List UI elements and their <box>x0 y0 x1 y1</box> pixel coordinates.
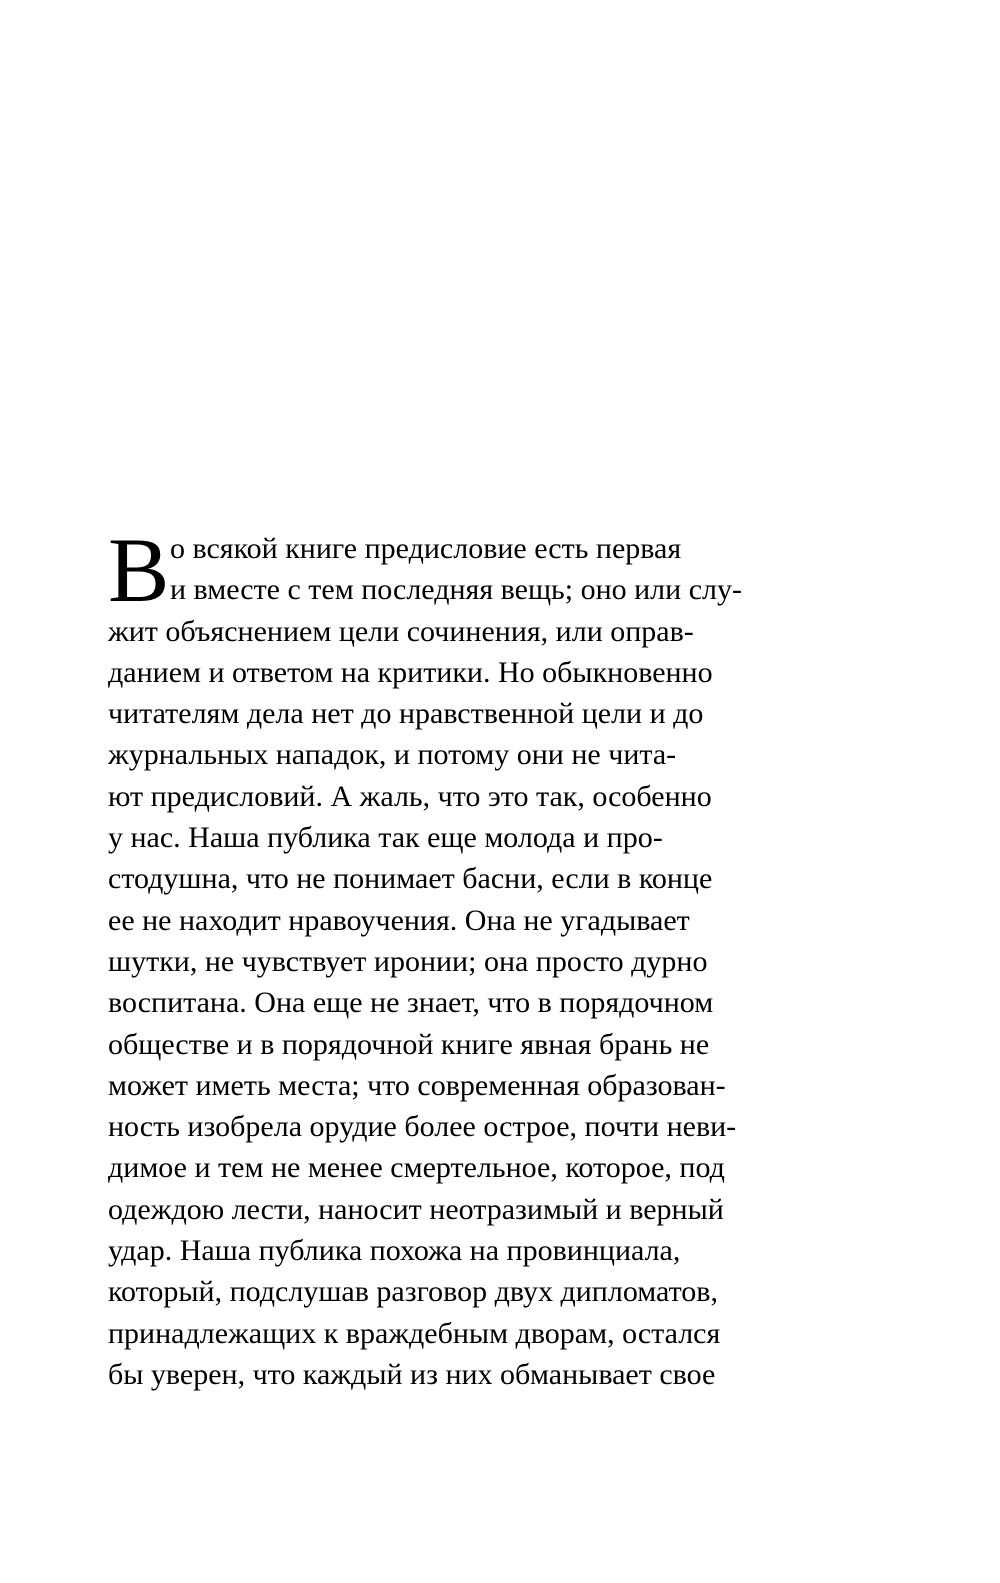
text-line: стодушна, что не понимает басни, если в конце <box>108 862 713 896</box>
text-line: ее не находит нравоучения. Она не угадывает <box>108 903 690 937</box>
text-line: жит объяснением цели сочинения, или оправ- <box>108 614 694 648</box>
text-line: данием и ответом на критики. Но обыкновенно <box>108 655 713 689</box>
text-line: одеждою лести, наносит неотразимый и верный <box>108 1192 724 1226</box>
text-line: читателям дела нет до нравственной цели и до <box>108 697 704 731</box>
text-line: удар. Наша публика похожа на провинциала, <box>108 1234 681 1268</box>
text-line: ность изобрела орудие более острое, почти неви- <box>108 1110 737 1144</box>
text-line: димое и тем не менее смертельное, которое, под <box>108 1151 725 1185</box>
text-line: журнальных нападок, и потому они не чита- <box>108 738 677 772</box>
text-line: может иметь места; что современная образован- <box>108 1068 726 1102</box>
text-line: шутки, не чувствует иронии; она просто дурно <box>108 944 708 978</box>
text-line: о всякой книге предисловие есть первая <box>170 532 682 565</box>
text-line: который, подслушав разговор двух дипломатов, <box>108 1275 718 1309</box>
text-line: воспитана. Она еще не знает, что в порядочном <box>108 986 714 1020</box>
text-line: принадлежащих к враждебным дворам, остался <box>108 1316 721 1350</box>
drop-cap: В <box>108 519 170 621</box>
text-line: обществе и в порядочной книге явная брань не <box>108 1027 710 1061</box>
text-line: ют предисловий. А жаль, что это так, особенно <box>108 779 712 813</box>
text-line: бы уверен, что каждый из них обманывает свое <box>108 1357 716 1391</box>
text-line: у нас. Наша публика так еще молода и про- <box>108 821 663 855</box>
text-lines <box>108 528 808 1395</box>
text-line: и вместе с тем последняя вещь; оно или слу- <box>170 573 742 607</box>
preface-paragraph <box>108 519 808 1395</box>
